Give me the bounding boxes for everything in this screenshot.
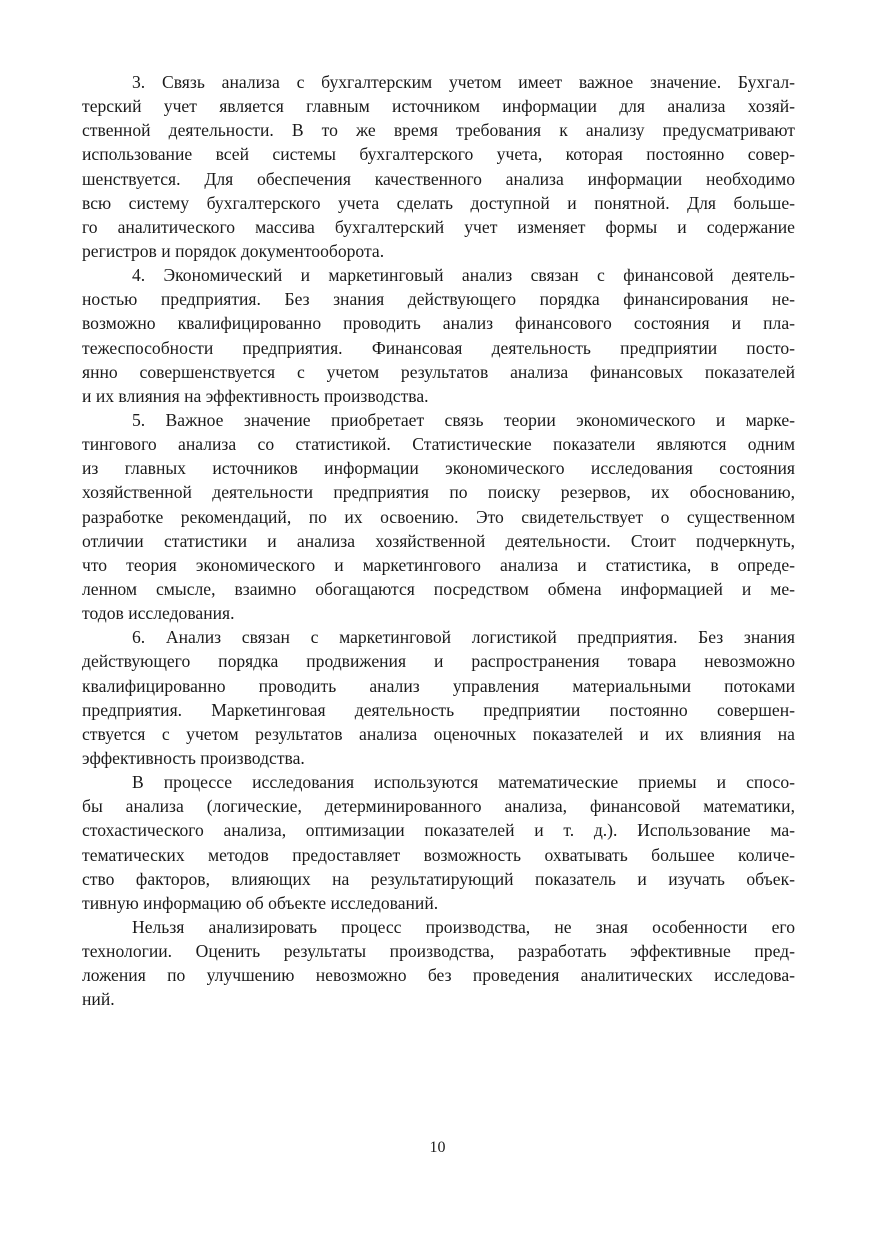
paragraph-1 bbox=[82, 70, 795, 263]
paragraph-5 bbox=[82, 770, 795, 915]
paragraph-line: регистров и порядок документооборота. bbox=[82, 240, 385, 261]
paragraph-line: использование всей системы бухгалтерского учета, которая постоянно совер- bbox=[82, 144, 795, 165]
paragraph-line: хозяйственной деятельности предприятия по поиску резервов, их обоснованию, bbox=[82, 482, 795, 503]
paragraph-line: В процессе исследования используются математические приемы и спосо- bbox=[132, 772, 795, 793]
paragraph-line: отличии статистики и анализа хозяйственной деятельности. Стоит подчеркнуть, bbox=[82, 530, 795, 551]
paragraph-line: и их влияния на эффективность производства. bbox=[82, 385, 429, 406]
paragraph-6 bbox=[82, 915, 795, 1012]
paragraph-3 bbox=[82, 408, 795, 625]
paragraph-line: янно совершенствуется с учетом результатов анализа финансовых показателей bbox=[82, 361, 795, 382]
paragraph-line: что теория экономического и маркетингового анализа и статистика, в опреде- bbox=[82, 554, 795, 575]
paragraph-4 bbox=[82, 625, 795, 770]
paragraph-line: действующего порядка продвижения и распространения товара невозможно bbox=[82, 651, 795, 672]
paragraph-line: го аналитического массива бухгалтерский учет изменяет формы и содержание bbox=[82, 216, 795, 237]
paragraph-line: предприятия. Маркетинговая деятельность предприятии постоянно совершен- bbox=[82, 699, 795, 720]
paragraph-line: ний. bbox=[82, 989, 115, 1010]
body-text bbox=[82, 70, 795, 1011]
paragraph-line: 4. Экономический и маркетинговый анализ связан с финансовой деятель- bbox=[132, 265, 795, 286]
paragraph-line: стохастического анализа, оптимизации показателей и т. д.). Использование ма- bbox=[82, 820, 795, 841]
paragraph-line: квалифицированно проводить анализ управления материальными потоками bbox=[82, 675, 795, 696]
paragraph-line: ложения по улучшению невозможно без проведения аналитических исследова- bbox=[82, 965, 795, 986]
paragraph-line: всю систему бухгалтерского учета сделать доступной и понятной. Для большe- bbox=[82, 192, 795, 213]
paragraph-line: тингового анализа со статистикой. Статистические показатели являются одним bbox=[82, 434, 795, 455]
paragraph-line: тежеспособности предприятия. Финансовая деятельность предприятии посто- bbox=[82, 337, 795, 358]
paragraph-line: разработке рекомендаций, по их освоению. Это свидетельствует о существенном bbox=[82, 506, 795, 527]
paragraph-line: Нельзя анализировать процесс производства, не зная особенности его bbox=[132, 916, 795, 937]
paragraph-line: 5. Важное значение приобретает связь теории экономического и марке- bbox=[132, 409, 795, 430]
paragraph-line: из главных источников информации экономического исследования состояния bbox=[82, 458, 795, 479]
paragraph-line: тодов исследования. bbox=[82, 603, 235, 624]
paragraph-line: бы анализа (логические, детерминированного анализа, финансовой математики, bbox=[82, 796, 795, 817]
paragraph-line: ственной деятельности. В то же время требования к анализу предусматривают bbox=[82, 120, 795, 141]
paragraph-line: терский учет является главным источником информации для анализа хозяй- bbox=[82, 96, 795, 117]
paragraph-line: ство факторов, влияющих на результатирующий показатель и изучать объек- bbox=[82, 868, 795, 889]
paragraph-2 bbox=[82, 263, 795, 408]
paragraph-line: ностью предприятия. Без знания действующего порядка финансирования не- bbox=[82, 289, 795, 310]
paragraph-line: ствуется с учетом результатов анализа оценочных показателей и их влияния на bbox=[82, 723, 795, 744]
paragraph-line: технологии. Оценить результаты производства, разработать эффективные пред- bbox=[82, 941, 795, 962]
page-number: 10 bbox=[429, 1139, 446, 1156]
paragraph-line: возможно квалифицированно проводить анализ финансового состояния и пла- bbox=[82, 313, 795, 334]
paragraph-line: эффективность производства. bbox=[82, 747, 305, 768]
paragraph-line: 3. Связь анализа с бухгалтерским учетом имеет важное значение. Бухгал- bbox=[132, 72, 795, 92]
paragraph-line: тивную информацию об объекте исследований. bbox=[82, 892, 439, 913]
paragraph-line: тематических методов предоставляет возможность охватывать большее количе- bbox=[82, 844, 795, 865]
paragraph-line: ленном смысле, взаимно обогащаются посредством обмена информацией и ме- bbox=[82, 578, 795, 599]
paragraph-line: шенствуется. Для обеспечения качественного анализа информации необходимо bbox=[82, 168, 795, 189]
paragraph-line: 6. Анализ связан с маркетинговой логистикой предприятия. Без знания bbox=[132, 627, 795, 648]
